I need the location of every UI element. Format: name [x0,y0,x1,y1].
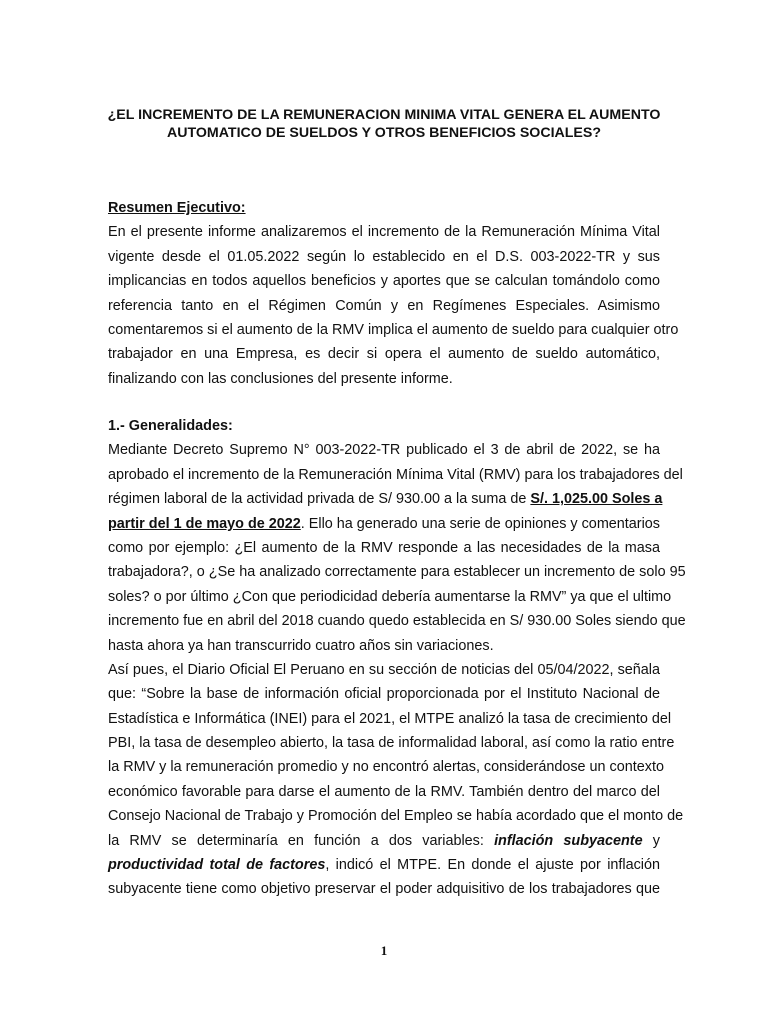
emphasis-term: productividad total de factores [108,857,326,874]
paragraph-line: hasta ahora ya han transcurrido cuatro años sin variaciones. [108,637,494,654]
paragraph-line: económico favorable para darse el aumento de la RMV. También dentro del marco del [108,783,660,800]
paragraph-line: aprobado el incremento de la Remuneración Mínima Vital (RMV) para los trabajadores del [108,466,683,483]
paragraph-line: Mediante Decreto Supremo N° 003-2022-TR publicado el 3 de abril de 2022, se ha [108,442,660,459]
summary-line: comentaremos si el aumento de la RMV implica el aumento de sueldo para cualquier otro [108,321,679,338]
summary-heading: Resumen Ejecutivo: [108,200,246,216]
summary-line: vigente desde el 01.05.2022 según lo establecido en el D.S. 003-2022-TR y sus [108,248,660,265]
document-title [100,106,668,142]
title-line-2: AUTOMATICO DE SUELDOS Y OTROS BENEFICIOS SOCIALES? [166,125,602,141]
paragraph-line [108,487,663,511]
paragraph-line: subyacente tiene como objetivo preservar el poder adquisitivo de los trabajadores que [108,881,660,898]
paragraph-line: Consejo Nacional de Trabajo y Promoción del Empleo se había acordado que el monto de [108,808,684,825]
paragraph-line: soles? o por último ¿Con que periodicidad debería aumentarse la RMV” ya que el ultimo [108,588,672,605]
summary-line: referencia tanto en el Régimen Común y en Regímenes Especiales. Asimismo [108,297,660,314]
paragraph-text: . Ello ha generado una serie de opiniones y comentarios [300,515,660,532]
paragraph-line: que: “Sobre la base de información oficial proporcionada por el Instituto Nacional de [108,686,660,703]
paragraph-line: Así pues, el Diario Oficial El Peruano en su sección de noticias del 05/04/2022, señala [108,661,660,678]
summary-line: implicancias en todos aquellos beneficios y aportes que se calculan tomándolo como [108,273,660,290]
paragraph-line: como por ejemplo: ¿El aumento de la RMV responde a las necesidades de la masa [108,539,660,556]
section-generalidades [108,414,686,902]
highlight-amount: S/. 1,025.00 Soles a [530,491,663,508]
title-line-1: ¿EL INCREMENTO DE LA REMUNERACION MINIMA VITAL GENERA EL AUMENTO [107,107,661,123]
paragraph-line: incremento fue en abril del 2018 cuando quedo establecida en S/ 930.00 Soles siendo que [108,613,686,630]
paragraph-line: trabajadora?, o ¿Se ha analizado correctamente para establecer un incremento de solo 95 [108,564,686,581]
paragraph-line: PBI, la tasa de desempleo abierto, la tasa de informalidad laboral, así como la ratio entre [108,735,675,752]
paragraph-text: régimen laboral de la actividad privada de S/ 930.00 a la suma de [108,491,531,508]
paragraph-line [108,512,660,536]
paragraph-text: , indicó el MTPE. En donde el ajuste por inflación [325,857,660,874]
section-heading: 1.- Generalidades: [108,418,233,434]
paragraph-text: y [642,832,660,849]
paragraph-text: la RMV se determinaría en función a dos variables: [108,832,495,849]
summary-line: En el presente informe analizaremos el incremento de la Remuneración Mínima Vital [108,224,660,241]
executive-summary [108,196,679,391]
paragraph-line [108,829,660,853]
paragraph-line [108,853,660,877]
emphasis-term: inflación subyacente [494,832,643,849]
page-number: 1 [380,943,388,958]
paragraph-line: la RMV y la remuneración promedio y no encontró alertas, considerándose un contexto [108,759,664,776]
paragraph-line: Estadística e Informática (INEI) para el 2021, el MTPE analizó la tasa de crecimiento del [108,710,672,727]
summary-line: finalizando con las conclusiones del presente informe. [108,370,453,387]
summary-line: trabajador en una Empresa, es decir si opera el aumento de sueldo automático, [108,346,660,363]
highlight-date: partir del 1 de mayo de 2022 [108,515,301,532]
